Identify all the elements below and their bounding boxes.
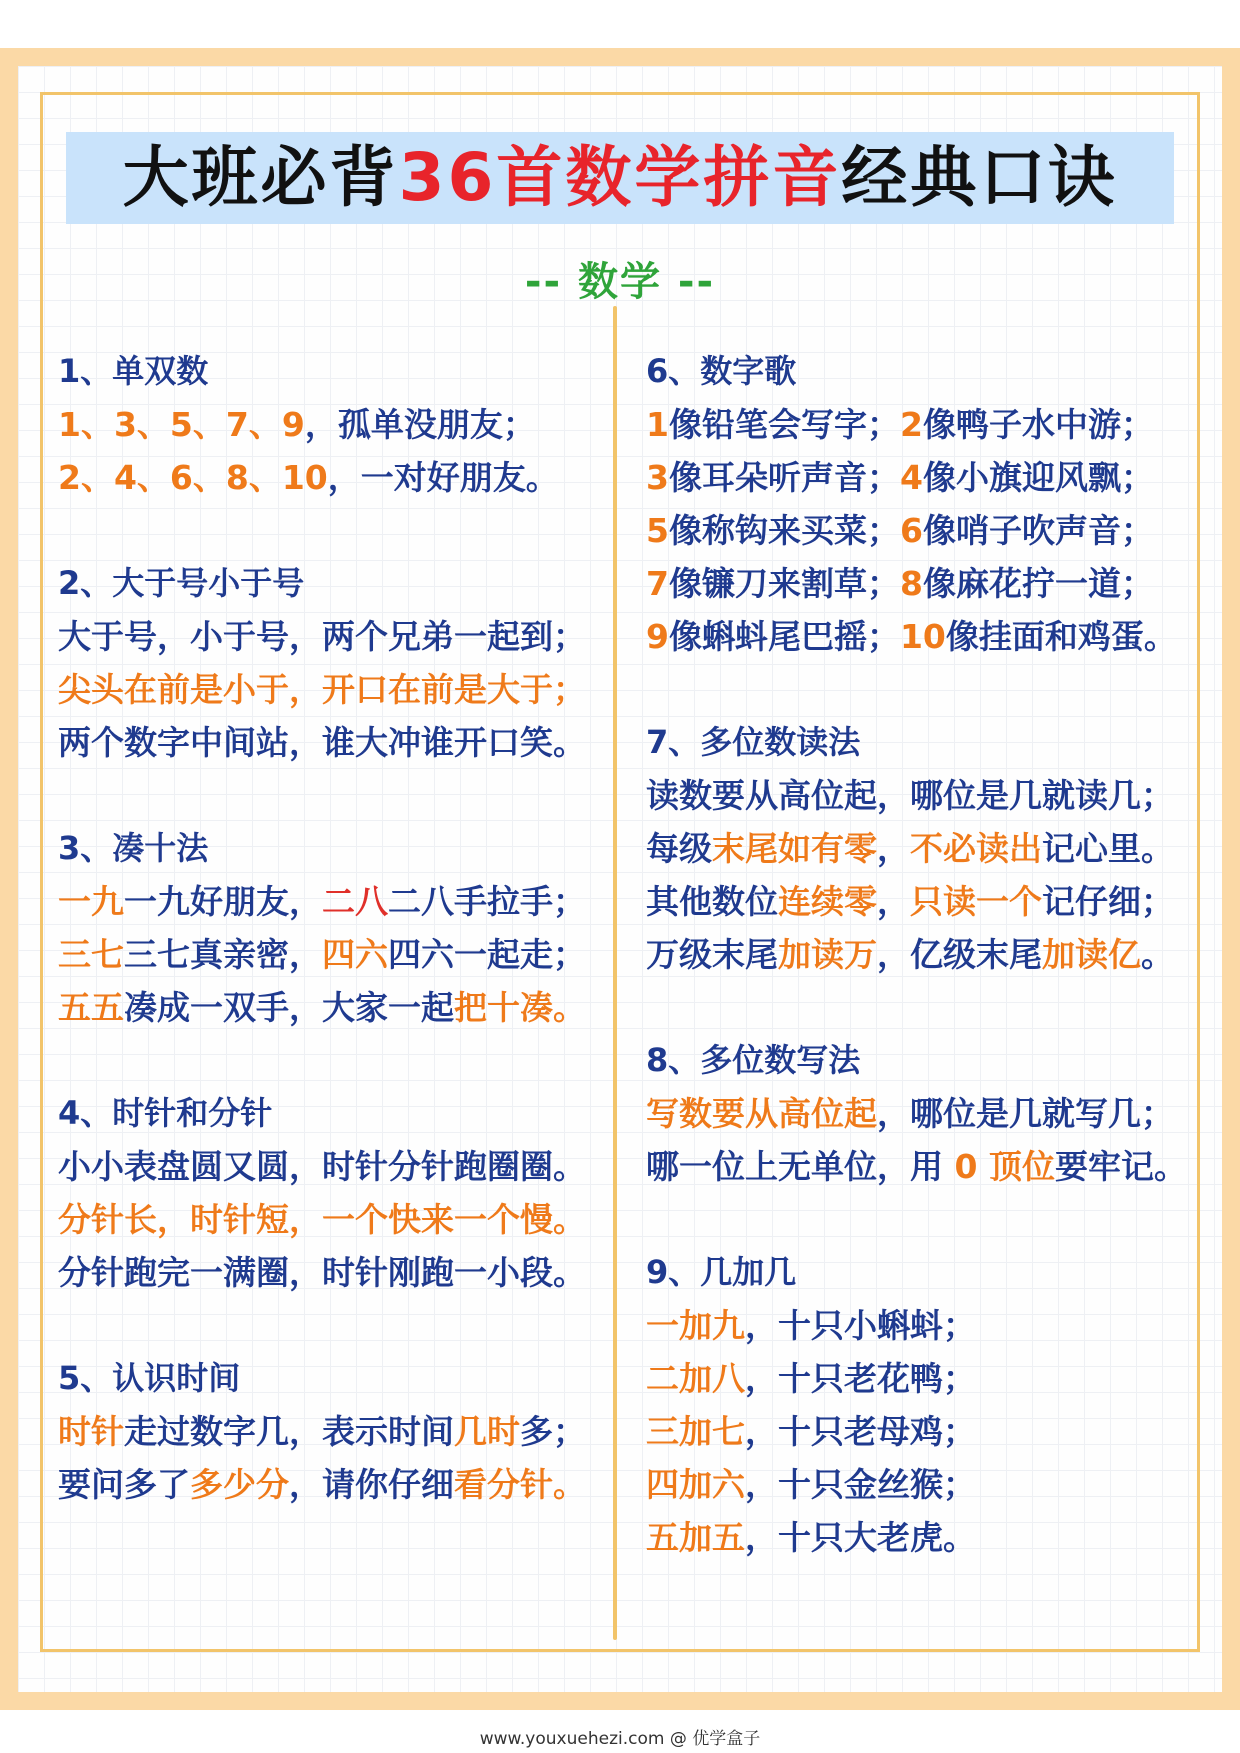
section-gap bbox=[58, 504, 618, 557]
rhyme-segment: 6 bbox=[899, 511, 923, 550]
section-heading: 3、凑十法 bbox=[58, 829, 209, 867]
rhyme-line bbox=[58, 1193, 618, 1246]
rhyme-segment: 7 bbox=[646, 564, 669, 603]
rhyme-line bbox=[58, 663, 618, 716]
rhyme-segment: 加读亿 bbox=[1042, 935, 1141, 974]
rhyme-segment: 二八手拉手； bbox=[388, 882, 586, 921]
rhyme-segment: 要牢记。 bbox=[1054, 1147, 1187, 1186]
rhyme-section bbox=[58, 1087, 618, 1299]
rhyme-line bbox=[646, 504, 1206, 557]
footer-watermark: www.youxuehezi.com @ 优学盒子 bbox=[479, 1729, 761, 1749]
rhyme-line bbox=[58, 1246, 618, 1299]
rhyme-segment: 2 bbox=[899, 405, 923, 444]
rhyme-segment: 末尾如有零 bbox=[712, 829, 877, 868]
title-post: 经典口诀 bbox=[841, 139, 1118, 216]
rhyme-line bbox=[646, 1140, 1206, 1193]
rhyme-segment: ，哪位是几就写几； bbox=[877, 1094, 1174, 1133]
rhyme-segment: 三加七 bbox=[646, 1412, 745, 1451]
rhyme-section bbox=[58, 822, 618, 1034]
title-highlight: 36首数学拼音 bbox=[398, 139, 842, 216]
section-gap bbox=[58, 1034, 618, 1087]
section-gap bbox=[646, 663, 1206, 716]
rhyme-line bbox=[58, 398, 618, 451]
rhyme-segment: 写数要从高位起 bbox=[646, 1094, 877, 1133]
rhyme-segment: 四六一起走； bbox=[388, 935, 586, 974]
rhyme-section bbox=[58, 345, 618, 504]
rhyme-segment: 走过数字几，表示时间 bbox=[124, 1412, 454, 1451]
rhyme-segment: 像称钩来买菜； bbox=[668, 511, 900, 550]
rhyme-line bbox=[58, 1405, 618, 1458]
rhyme-segment: 像蝌蚪尾巴摇； bbox=[668, 617, 900, 656]
rhyme-segment: 像耳朵听声音； bbox=[668, 458, 900, 497]
right-column bbox=[646, 345, 1206, 1564]
rhyme-segment: ， bbox=[877, 882, 910, 921]
section-gap bbox=[646, 981, 1206, 1034]
rhyme-segment: 1 bbox=[646, 405, 669, 444]
rhyme-segment: 记心里。 bbox=[1042, 829, 1174, 868]
rhyme-segment: 二八 bbox=[322, 882, 388, 921]
rhyme-segment: 要问多了 bbox=[58, 1465, 190, 1504]
rhyme-segment: 两个数字中间站，谁大冲谁开口笑。 bbox=[58, 723, 586, 762]
rhyme-segment: 尖头在前是小于，开口在前是大于； bbox=[58, 670, 586, 709]
rhyme-line bbox=[646, 1087, 1206, 1140]
rhyme-segment: 四加六 bbox=[646, 1465, 745, 1504]
rhyme-line bbox=[646, 1352, 1206, 1405]
rhyme-line bbox=[646, 769, 1206, 822]
rhyme-line bbox=[646, 1458, 1206, 1511]
rhyme-line bbox=[646, 1299, 1206, 1352]
section-heading: 4、时针和分针 bbox=[58, 1094, 273, 1132]
title-pre: 大班必背 bbox=[122, 139, 399, 216]
rhyme-segment: 几时 bbox=[454, 1412, 520, 1451]
rhyme-segment: ，十只小蝌蚪； bbox=[745, 1306, 976, 1345]
rhyme-section bbox=[646, 345, 1206, 663]
rhyme-section bbox=[58, 557, 618, 769]
rhyme-line bbox=[646, 875, 1206, 928]
section-gap bbox=[58, 769, 618, 822]
rhyme-line bbox=[58, 451, 618, 504]
rhyme-line bbox=[646, 610, 1206, 663]
rhyme-segment: 多； bbox=[520, 1412, 586, 1451]
rhyme-segment: 像哨子吹声音； bbox=[922, 511, 1154, 550]
rhyme-line bbox=[646, 398, 1206, 451]
section-gap bbox=[58, 1299, 618, 1352]
left-column bbox=[58, 345, 618, 1511]
section-heading: 9、几加几 bbox=[646, 1253, 797, 1291]
rhyme-segment: 一九好朋友， bbox=[124, 882, 322, 921]
rhyme-line bbox=[58, 928, 618, 981]
rhyme-section bbox=[646, 716, 1206, 981]
rhyme-segment: 一九 bbox=[58, 882, 124, 921]
rhyme-segment: 像麻花拧一道； bbox=[922, 564, 1154, 603]
rhyme-segment: 五加五 bbox=[646, 1518, 745, 1557]
rhyme-segment: 看分针。 bbox=[454, 1465, 586, 1504]
rhyme-segment: 5 bbox=[646, 511, 669, 550]
section-heading: 5、认识时间 bbox=[58, 1359, 241, 1397]
rhyme-segment: 不必读出 bbox=[910, 829, 1042, 868]
rhyme-segment: 时针 bbox=[58, 1412, 124, 1451]
rhyme-segment: 哪一位上无单位，用 bbox=[646, 1147, 955, 1186]
rhyme-segment: ，十只老花鸭； bbox=[745, 1359, 976, 1398]
section-heading: 6、数字歌 bbox=[646, 352, 797, 390]
rhyme-segment: ，十只大老虎。 bbox=[745, 1518, 976, 1557]
section-gap bbox=[646, 1193, 1206, 1246]
rhyme-line bbox=[58, 716, 618, 769]
rhyme-line bbox=[646, 822, 1206, 875]
rhyme-segment: 大于号，小于号，两个兄弟一起到； bbox=[58, 617, 586, 656]
rhyme-segment: 连续零 bbox=[778, 882, 877, 921]
rhyme-segment: 记仔细； bbox=[1042, 882, 1174, 921]
rhyme-segment: 像小旗迎风飘； bbox=[922, 458, 1154, 497]
rhyme-segment: 多少分 bbox=[190, 1465, 289, 1504]
section-heading: 8、多位数写法 bbox=[646, 1041, 861, 1079]
section-heading: 1、单双数 bbox=[58, 352, 209, 390]
rhyme-section bbox=[646, 1034, 1206, 1193]
rhyme-segment: 10 bbox=[899, 617, 946, 656]
rhyme-segment: ，十只金丝猴； bbox=[745, 1465, 976, 1504]
rhyme-segment: 。 bbox=[1141, 935, 1174, 974]
section-heading: 2、大于号小于号 bbox=[58, 564, 305, 602]
rhyme-segment: 3 bbox=[646, 458, 669, 497]
rhyme-segment: ，亿级末尾 bbox=[877, 935, 1042, 974]
rhyme-segment: 凑成一双手，大家一起 bbox=[124, 988, 454, 1027]
rhyme-segment: 万级末尾 bbox=[646, 935, 778, 974]
rhyme-segment: 像镰刀来割草； bbox=[668, 564, 900, 603]
page-title bbox=[66, 132, 1174, 224]
rhyme-line bbox=[646, 1405, 1206, 1458]
rhyme-line bbox=[646, 451, 1206, 504]
rhyme-segment: ，十只老母鸡； bbox=[745, 1412, 976, 1451]
rhyme-segment: 小小表盘圆又圆，时针分针跑圈圈。 bbox=[58, 1147, 586, 1186]
rhyme-segment: 其他数位 bbox=[646, 882, 778, 921]
rhyme-segment: 分针长，时针短，一个快来一个慢。 bbox=[58, 1200, 586, 1239]
rhyme-line bbox=[58, 1458, 618, 1511]
rhyme-segment: 把十凑。 bbox=[454, 988, 586, 1027]
rhyme-segment: 每级 bbox=[646, 829, 712, 868]
rhyme-segment: 读数要从高位起，哪位是几就读几； bbox=[646, 776, 1174, 815]
rhyme-line bbox=[58, 610, 618, 663]
rhyme-segment: 一加九 bbox=[646, 1306, 745, 1345]
rhyme-segment: ， bbox=[877, 829, 910, 868]
rhyme-segment: 三七 bbox=[58, 935, 124, 974]
rhyme-line bbox=[58, 875, 618, 928]
rhyme-segment: 像挂面和鸡蛋。 bbox=[945, 617, 1177, 656]
rhyme-segment: 4 bbox=[899, 458, 923, 497]
rhyme-segment: 只读一个 bbox=[910, 882, 1042, 921]
rhyme-segment: 0 顶位 bbox=[954, 1147, 1055, 1186]
section-heading: 7、多位数读法 bbox=[646, 723, 861, 761]
rhyme-segment: 2、4、6、8、10 bbox=[58, 458, 328, 497]
rhyme-segment: 二加八 bbox=[646, 1359, 745, 1398]
rhyme-segment: 像铅笔会写字； bbox=[668, 405, 900, 444]
rhyme-section bbox=[58, 1352, 618, 1511]
rhyme-segment: 8 bbox=[899, 564, 923, 603]
rhyme-line bbox=[58, 1140, 618, 1193]
rhyme-segment: ，孤单没朋友； bbox=[304, 405, 536, 444]
rhyme-segment: 三七真亲密， bbox=[124, 935, 322, 974]
rhyme-line bbox=[646, 1511, 1206, 1564]
rhyme-line bbox=[646, 928, 1206, 981]
rhyme-segment: 加读万 bbox=[778, 935, 877, 974]
rhyme-segment: 四六 bbox=[322, 935, 388, 974]
rhyme-segment: 1、3、5、7、9 bbox=[58, 405, 305, 444]
rhyme-segment: 像鸭子水中游； bbox=[922, 405, 1154, 444]
rhyme-segment: 9 bbox=[646, 617, 669, 656]
rhyme-segment: ，一对好朋友。 bbox=[327, 458, 559, 497]
subject-label: -- 数学 -- bbox=[524, 259, 716, 305]
rhyme-segment: ，请你仔细 bbox=[289, 1465, 454, 1504]
rhyme-section bbox=[646, 1246, 1206, 1564]
rhyme-line bbox=[58, 981, 618, 1034]
rhyme-segment: 分针跑完一满圈，时针刚跑一小段。 bbox=[58, 1253, 586, 1292]
rhyme-line bbox=[646, 557, 1206, 610]
rhyme-segment: 五五 bbox=[58, 988, 124, 1027]
